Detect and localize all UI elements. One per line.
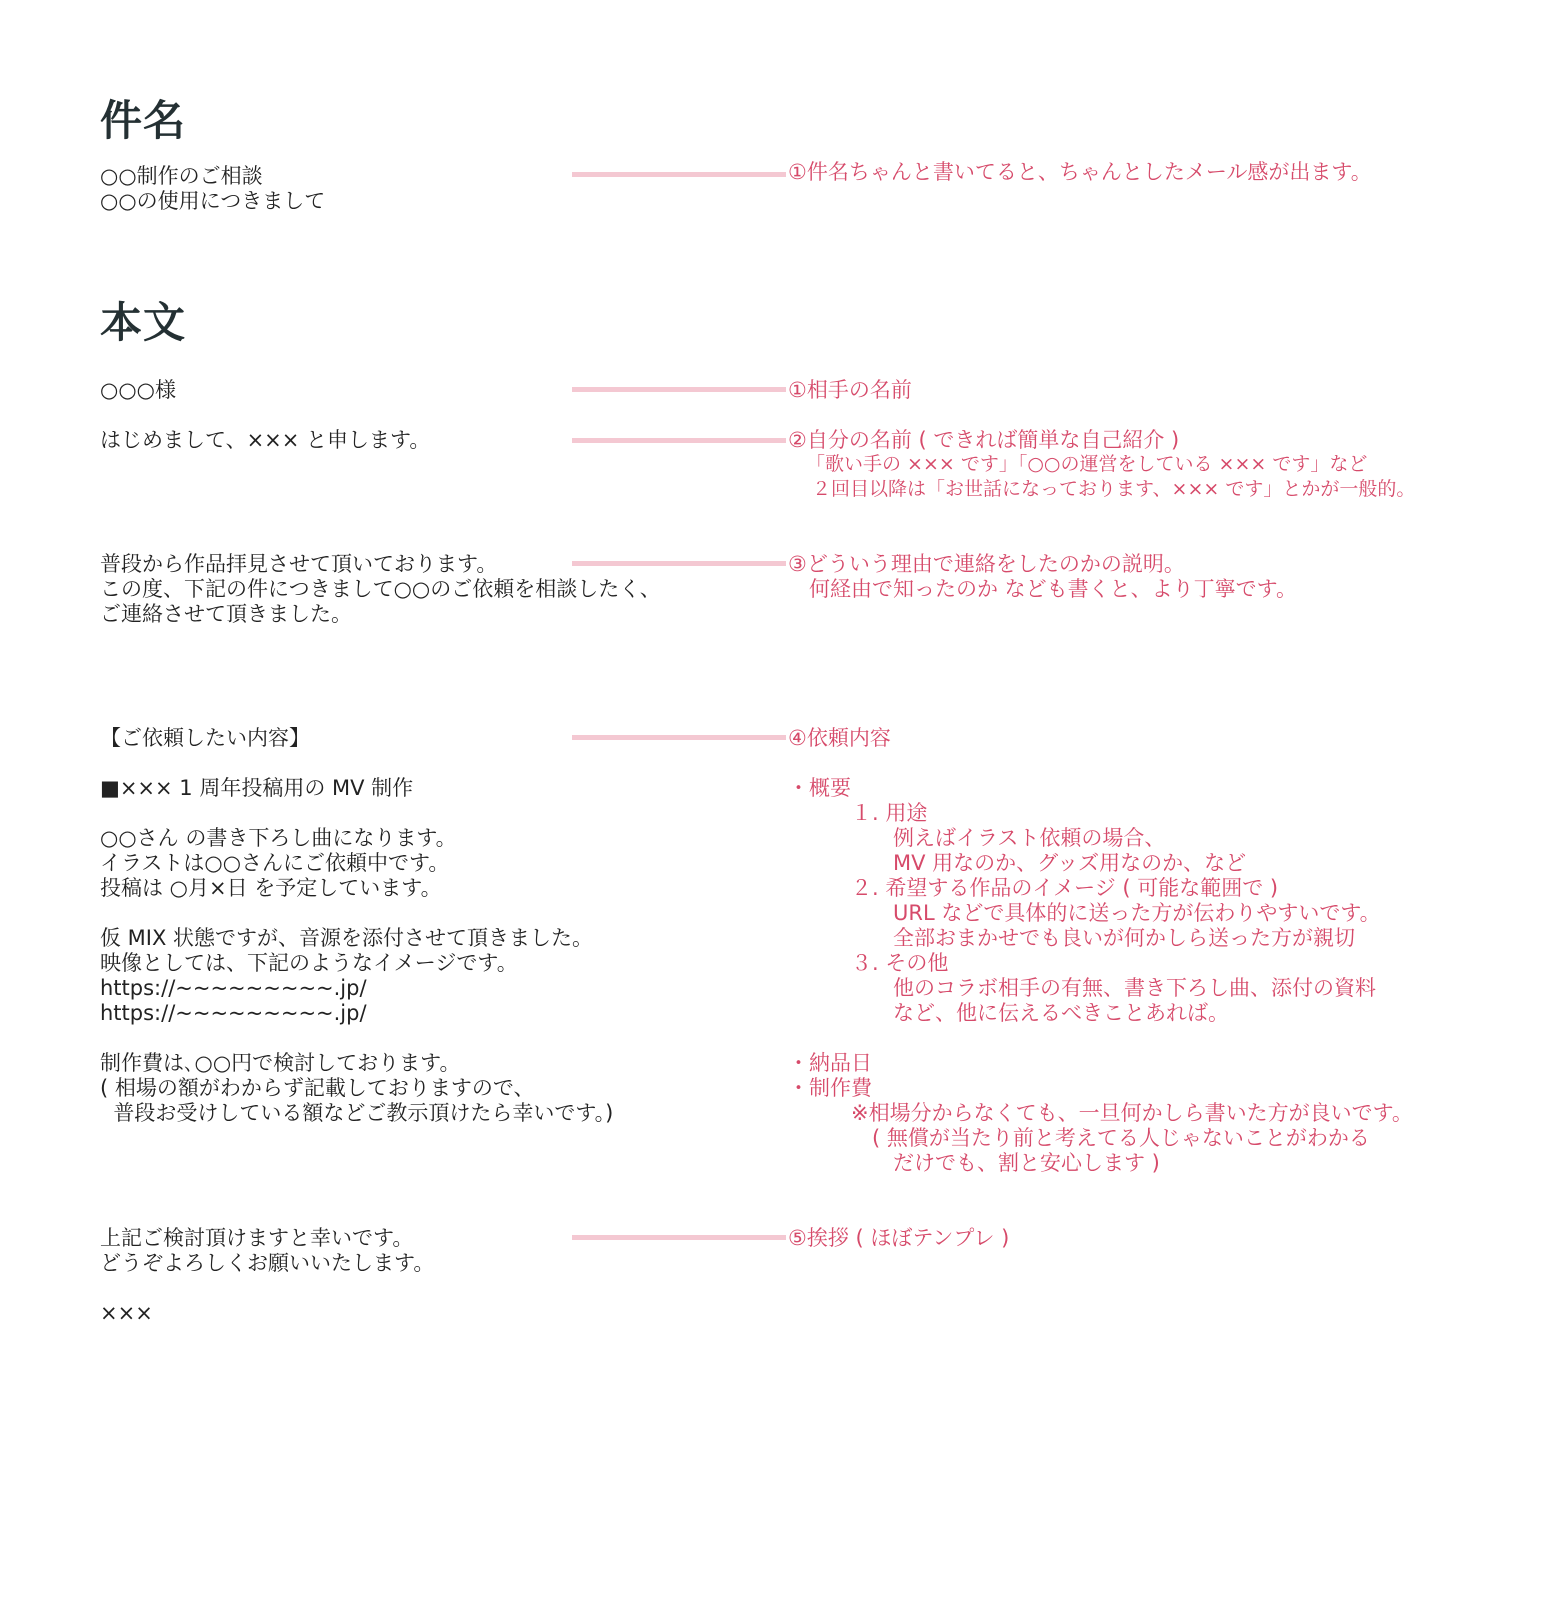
reason-text: 普段から作品拝見させて頂いております。 この度、下記の件につきまして○○のご依頼を相談したく、 ご連絡させて頂きました。 xyxy=(100,552,661,626)
introduction-note: ②自分の名前 ( できれば簡単な自己紹介 ) xyxy=(788,428,1180,452)
salutation-connector-line xyxy=(572,387,786,392)
closing-connector-line xyxy=(572,1235,786,1240)
body-heading: 本文 xyxy=(100,298,187,347)
request-connector-line xyxy=(572,735,786,740)
request-details-text: 【ご依頼したい内容】 ■××× 1 周年投稿用の MV 制作 ○○さん の書き下ろし曲になります。 イラストは○○さんにご依頼中です。 投稿は ○月×日 を予定しています。 仮 MIX 状態ですが、音源を添付させて頂きました。 映像としては、下記のようなイメージです。 https://~~~~~~~~~.jp/ https://~~~~~~~~~.jp/ 制作費は､○○円で検討しております。 ( 相場の額がわからず記載しておりますので、 普段お受けしている額などご教示頂けたら幸いです。) xyxy=(100,726,614,1125)
request-note: ④依頼内容 ・概要 １. 用途 例えばイラスト依頼の場合、 MV 用なのか、グッズ用なのか、など ２. 希望する作品のイメージ ( 可能な範囲で ) URL などで具体的に送った方が伝わりやすいです。 全部おまかせでも良いが何かしら送った方が親切 ３. その他 他のコラボ相手の有無、書き下ろし曲、添付の資料 など、他に伝えるべきことあれば。 ・納品日 ・制作費 ※相場分からなくても、一旦何かしら書いた方が良いです。 ( 無償が当たり前と考えてる人じゃないことがわかる だけでも、割と安心します ) xyxy=(788,726,1413,1175)
introduction-note-detail: 「歌い手の ××× です」「○○の運営をしている ××× です」など ２回目以降は「お世話になっております、××× です」とかが一般的。 xyxy=(806,453,1416,500)
salutation-text: ○○○様 xyxy=(100,378,176,402)
salutation-note: ①相手の名前 xyxy=(788,378,912,402)
subject-note: ①件名ちゃんと書いてると、ちゃんとしたメール感が出ます。 xyxy=(788,160,1372,184)
introduction-connector-line xyxy=(572,438,786,443)
subject-heading: 件名 xyxy=(100,96,187,145)
introduction-text: はじめまして、××× と申します。 xyxy=(100,428,431,452)
reason-note: ③どういう理由で連絡をしたのかの説明。 何経由で知ったのか なども書くと、より丁寧です。 xyxy=(788,552,1297,601)
reason-connector-line xyxy=(572,561,786,566)
closing-text: 上記ご検討頂けますと幸いです。 どうぞよろしくお願いいたします。 ××× xyxy=(100,1226,435,1325)
subject-lines: ○○制作のご相談 ○○の使用につきまして xyxy=(100,164,326,213)
closing-note: ⑤挨拶 ( ほぼテンプレ ) xyxy=(788,1226,1010,1250)
subject-connector-line xyxy=(572,172,786,177)
